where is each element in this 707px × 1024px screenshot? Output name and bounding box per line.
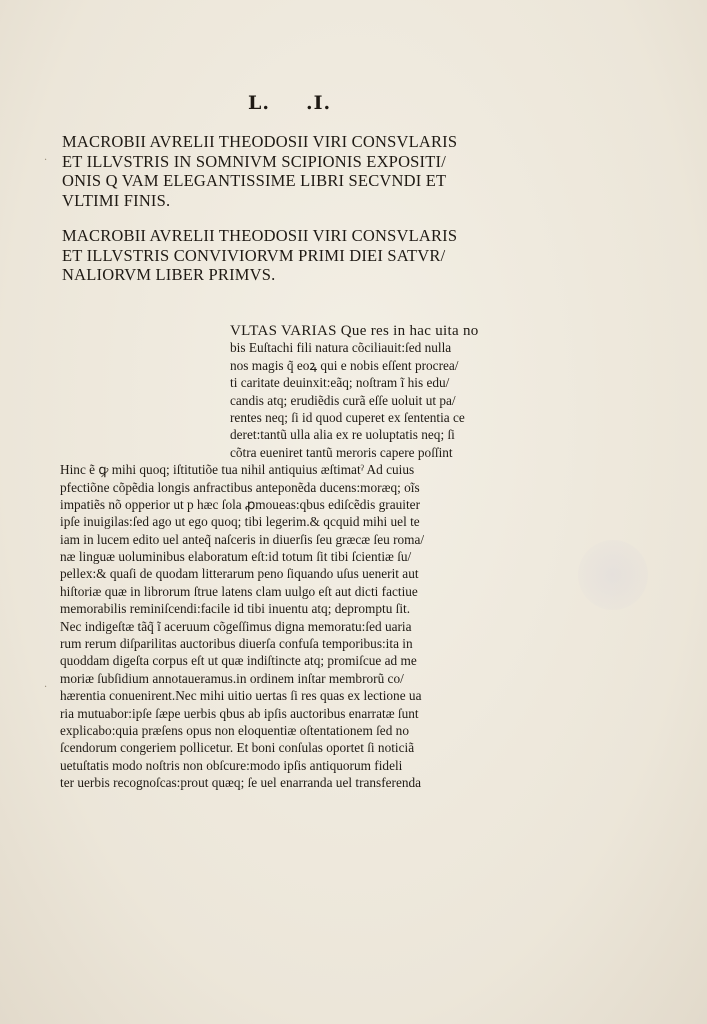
text-line: memorabilis reminiſcendi:facile id tibi inuentu atq; depromptu ſit.: [60, 601, 411, 617]
closing-rubric: [62, 132, 502, 210]
heading-line: ET ILLVSTRIS IN SOMNIVM SCIPIONIS EXPOSITI/: [62, 151, 447, 171]
text-line: Hinc ẽ ꝙ mihi quoq; iſtitutiõe tua nihil antiquius æſtimatˀ Ad cuius: [60, 462, 415, 478]
text-line: cõtra eueniret tantũ meroris capere poſſint: [230, 444, 453, 460]
text-line: quoddam digeſta corpus eſt ut quæ indiſtincte atq; promiſcue ad me: [60, 653, 417, 669]
text-line: næ linguæ uoluminibus elaboratum eſt:id totum ſit tibi ſcientiæ ſu/: [60, 549, 412, 565]
text-line: pellex:& quaſi de quodam litterarum peno ſiquando uſus uenerit aut: [60, 566, 419, 582]
text-line: [60, 322, 498, 339]
opening-rubric: [62, 226, 502, 285]
text-line: ria mutuabor:ipſe ſæpe uerbis qbus ab ipſis auctoribus enarratæ ſunt: [60, 705, 419, 721]
text-line: ſcendorum congeriem pollicetur. Et boni conſulas oportet ſi noticiã: [60, 740, 415, 756]
folio-right: .I.: [305, 92, 332, 114]
heading-line: ONIS Q VAM ELEGANTISSIME LIBRI SECVNDI ET: [62, 171, 447, 190]
margin-dot: ·: [44, 155, 48, 166]
text-line: ipſe inuigilas:ſed ago ut ego quoq; tibi legerim.& qcquid mihi uel te: [60, 514, 420, 530]
heading-line: VLTIMI FINIS.: [62, 190, 171, 210]
text-line: iam in lucem edito uel anteq̃ naſceris in diuerſis ſeu græcæ ſeu roma/: [60, 531, 425, 547]
text-line: moriæ ſubſidium annotaueramus.in ordinem inſtar membrorũ co/: [60, 670, 404, 686]
margin-dot: ·: [44, 682, 48, 693]
heading-line: NALIORVM LIBER PRIMVS.: [62, 265, 276, 284]
text-line: impatiẽs nõ opperior ut p hæc ſola ꝓmoueas:qbus ediſcẽdis grauiter: [60, 496, 420, 512]
folio-left: L.: [248, 92, 270, 114]
heading-line: MACROBII AVRELII THEODOSII VIRI CONSVLARIS: [62, 132, 458, 151]
library-stamp: [578, 540, 648, 610]
incipit-line: VLTAS VARIAS Que res in hac uita no: [230, 323, 479, 339]
text-line: candis atq; erudiẽdis curã eſſe uoluit ut pa/: [230, 392, 456, 408]
text-line: rentes neq; ſi id quod cuperet ex ſententia ce: [230, 409, 465, 425]
text-line: explicabo:quia præſens opus non eloquentiæ oſtentationem ſed no: [60, 722, 409, 738]
text-line: ter uerbis recognoſcas:prout quæq; ſe uel enarranda uel transferenda: [60, 775, 422, 791]
heading-line: MACROBII AVRELII THEODOSII VIRI CONSVLARIS: [62, 226, 458, 245]
body-text: [60, 322, 498, 792]
text-line: deret:tantũ ulla alia ex re uoluptatis neq; ſi: [230, 427, 455, 443]
text-line: Nec indigeſtæ tãq̃ ĩ aceruum cõgeſſimus digna memoratu:ſed uaria: [60, 618, 412, 634]
heading-line: ET ILLVSTRIS CONVIVIORVM PRIMI DIEI SATVR/: [62, 245, 446, 265]
text-line: hiſtoriæ quæ in librorum ſtrue latens clam uulgo eſt aut dicti factiue: [60, 583, 418, 599]
text-line: rum rerum diſparilitas auctoribus diuerſa confuſa temporibus:ita in: [60, 636, 413, 652]
text-line: ti caritate deuinxit:eãq; noſtram ĩ his edu/: [230, 375, 450, 391]
folio-header: [248, 92, 331, 114]
text-line: uetuſtatis modo noſtris non obſcure:modo ipſis antiquorum fideli: [60, 757, 403, 773]
text-line: bis Euſtachi fili natura cõciliauit:ſed nulla: [230, 340, 452, 356]
text-line: hærentia conuenirent.Nec mihi uitio uertas ſi res quas ex lectione ua: [60, 688, 422, 704]
text-line: pfectiõne cõpẽdia longis anfractibus anteponẽda ducens:moræq; oĩs: [60, 479, 420, 495]
text-line: nos magis q̃ eoꝝ qui e nobis eſſent procrea/: [230, 357, 459, 373]
